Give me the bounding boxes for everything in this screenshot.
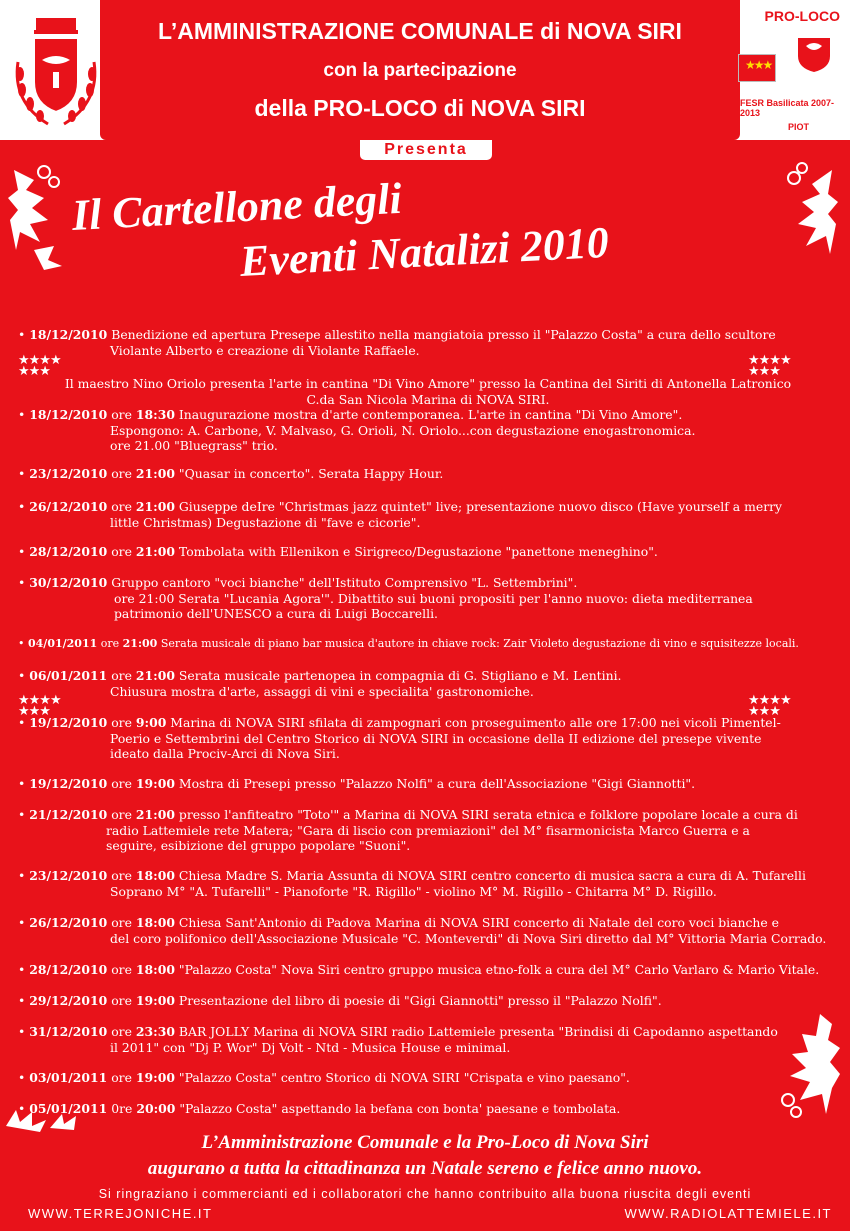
event-text: ideato dalla Prociv-Arci di Nova Siri.: [110, 746, 340, 761]
event-date: 23/12/2010: [29, 466, 108, 481]
poster-title-line2: Eventi Natalizi 2010: [238, 217, 610, 286]
event-text: Tombolata with Ellenikon e Sirigreco/Degustazione "panettone meneghino".: [178, 544, 658, 559]
event-text: Presentazione del libro di poesie di "Gigi Giannotti" presso il "Palazzo Nolfi".: [178, 993, 662, 1008]
stars-decoration-right-2: ★★★★ ★★★: [748, 692, 791, 718]
event-text: BAR JOLLY Marina di NOVA SIRI radio Lattemiele presenta "Brindisi di Capodanno aspettando: [178, 1024, 778, 1039]
event-text: Giuseppe deIre "Christmas jazz quintet" live; presentazione nuovo disco (Have yourself a merry: [178, 499, 783, 514]
event-date: 18/12/2010: [29, 327, 108, 342]
event-text: "Quasar in concerto". Serata Happy Hour.: [178, 466, 444, 481]
event-item: • 23/12/2010 ore 18:00 Chiesa Madre S. Maria Assunta di NOVA SIRI centro concerto di musica sacra a cura di A. Tufarelli Soprano M° "A. Tufarelli" - Pianoforte "R. Rigillo" - violino M° M. Rigillo - Chitarra M° D. Rigillo.: [18, 868, 838, 899]
event-text: Chiesa Sant'Antonio di Padova Marina di NOVA SIRI concerto di Natale del coro voci bianche e: [178, 915, 780, 930]
event-time: 18:00: [135, 915, 175, 930]
header-title-line3: della PRO-LOCO di NOVA SIRI: [254, 95, 586, 121]
event-time-prefix: 0re: [111, 1101, 133, 1116]
event-item: • 26/12/2010 ore 21:00 Giuseppe deIre "Christmas jazz quintet" live; presentazione nuovo disco (Have yourself a merry little Christmas) Degustazione di "fave e cicorie".: [18, 499, 838, 530]
event-time: 18:30: [135, 407, 175, 422]
event-time: 23:30: [135, 1024, 175, 1039]
event-date: 29/12/2010: [29, 993, 108, 1008]
basilicata-logo-icon: [790, 32, 838, 72]
event-text: Benedizione ed apertura Presepe allestito nella mangiatoia presso il "Palazzo Costa" a cura dello scultore: [111, 327, 776, 342]
header-title-line2: con la partecipazione: [323, 60, 517, 81]
event-date: 26/12/2010: [29, 915, 108, 930]
event-time: 9:00: [135, 715, 167, 730]
event-date: 23/12/2010: [29, 868, 108, 883]
event-text: Gruppo cantoro "voci bianche" dell'Istituto Comprensivo "L. Settembrini".: [111, 575, 578, 590]
event-text: patrimonio dell'UNESCO a cura di Luigi Boccarelli.: [114, 606, 438, 621]
event-item: • 31/12/2010 ore 23:30 BAR JOLLY Marina di NOVA SIRI radio Lattemiele presenta "Brindisi di Capodanno aspettando il 2011" con "Dj P. Wor" Dj Volt - Ntd - Musica House e minimal.: [18, 1024, 838, 1055]
footer: [0, 1130, 850, 1231]
header-band: [0, 0, 850, 140]
stars-decoration-left-2: ★★★★ ★★★: [18, 692, 61, 718]
sponsor-logos: [738, 8, 844, 136]
footer-website-right[interactable]: WWW.RADIOLATTEMIELE.IT: [624, 1206, 832, 1221]
event-text: "Palazzo Costa" aspettando la befana con bonta' paesane e tombolata.: [179, 1101, 621, 1116]
event-text: little Christmas) Degustazione di "fave e cicorie".: [110, 514, 421, 530]
event-time: 19:00: [135, 1070, 175, 1085]
event-time: 21:00: [135, 499, 175, 514]
event-text: ore 21:00 Serata "Lucania Agora'". Dibattito sui buoni propositi per l'anno nuovo: dieta mediterranea: [114, 590, 753, 606]
event-item: • 21/12/2010 ore 21:00 presso l'anfiteatro "Toto'" a Marina di NOVA SIRI serata etnica e folklore popolare locale a cura di radio Lattemiele rete Matera; "Gara di liscio con premiazioni" del M° fisarmonicista Marco Guerra e a seguire, esibizione del gruppo popolare "Suoni".: [18, 807, 838, 854]
stars-decoration-left-1: ★★★★ ★★★: [18, 352, 61, 378]
event-date: 05/01/2011: [29, 1101, 108, 1116]
event-text: seguire, esibizione del gruppo popolare "Suoni".: [106, 838, 411, 853]
event-date: 19/12/2010: [29, 715, 108, 730]
event-item: • 19/12/2010 ore 9:00 Marina di NOVA SIRI sfilata di zampognari con proseguimento alle ore 17:00 nei vicoli Pimentel- Poerio e Settembrini del Centro Storico di NOVA SIRI in occasione della II edizione del presepe vivente ideato dalla Prociv-Arci di Nova Siri.: [18, 715, 838, 762]
event-date: 31/12/2010: [29, 1024, 108, 1039]
event-date: 26/12/2010: [29, 499, 108, 514]
footer-website-left[interactable]: WWW.TERREJONICHE.IT: [28, 1206, 213, 1221]
holly-top-right-icon: [772, 160, 842, 270]
event-time: 21:00: [135, 668, 175, 683]
event-date: 03/01/2011: [29, 1070, 108, 1085]
event-date: 18/12/2010: [29, 407, 108, 422]
event-date: 06/01/2011: [29, 668, 108, 683]
presenta-tab: Presenta: [360, 140, 492, 160]
footer-thanks: Si ringraziano i commercianti ed i collaboratori che hanno contribuito alla buona riuscita degli eventi: [98, 1187, 752, 1201]
event-text: il 2011" con "Dj P. Wor" Dj Volt - Ntd - Musica House e minimal.: [110, 1039, 511, 1055]
proloco-logo-text: PRO-LOCO: [764, 8, 840, 24]
event-item: • 04/01/2011 ore 21:00 Serata musicale di piano bar musica d'autore in chiave rock: Zair Violeto degustazione di vino e squisitezze locali.: [18, 637, 799, 650]
event-item: • 18/12/2010 ore 18:30 Inaugurazione mostra d'arte contemporanea. L'arte in cantina "Di Vino Amore". Espongono: A. Carbone, V. Malvaso, G. Orioli, N. Oriolo...con degustazione enogastronomica. ore 21.00 "Bluegrass" trio.: [18, 407, 838, 454]
event-text: del coro polifonico dell'Associazione Musicale "C. Monteverdi" di Nova Siri diretto dal M° Vittoria Maria Corrado.: [110, 930, 827, 946]
event-text: Inaugurazione mostra d'arte contemporanea. L'arte in cantina "Di Vino Amore".: [178, 407, 683, 422]
event-time: 19:00: [135, 993, 175, 1008]
event-time: 20:00: [136, 1101, 176, 1116]
event-text: Espongono: A. Carbone, V. Malvaso, G. Orioli, N. Oriolo...con degustazione enogastronomica.: [110, 422, 696, 438]
event-intro-line: C.da San Nicola Marina di NOVA SIRI.: [306, 391, 550, 407]
event-date: 04/01/2011: [28, 637, 98, 650]
event-date: 30/12/2010: [29, 575, 108, 590]
event-text: "Palazzo Costa" centro Storico di NOVA SIRI "Crispata e vino paesano".: [178, 1070, 630, 1085]
header-title-line1: L’AMMINISTRAZIONE COMUNALE di NOVA SIRI: [158, 18, 682, 44]
piot-logo-text: PIOT: [788, 122, 810, 132]
event-text: Serata musicale partenopea in compagnia di G. Stigliano e M. Lentini.: [178, 668, 622, 683]
event-intro-line: Il maestro Nino Oriolo presenta l'arte in cantina "Di Vino Amore" presso la Cantina del Siriti di Antonella Latronico: [64, 376, 792, 391]
event-time: 18:00: [135, 962, 175, 977]
event-time: 21:00: [135, 807, 175, 822]
event-text: Chiusura mostra d'arte, assaggi di vini e specialita' gastronomiche.: [110, 683, 534, 699]
event-text: Violante Alberto e creazione di Violante Raffaele.: [110, 342, 420, 358]
event-date: 28/12/2010: [29, 962, 108, 977]
event-date: 21/12/2010: [29, 807, 108, 822]
event-time: 18:00: [135, 868, 175, 883]
event-time: 21:00: [122, 637, 158, 650]
event-text: Soprano M° "A. Tufarelli" - Pianoforte "R. Rigillo" - violino M° M. Rigillo - Chitarra M° D. Rigillo.: [110, 883, 717, 899]
event-text: Serata musicale di piano bar musica d'autore in chiave rock: Zair Violeto degustazione di vino e squisitezze locali.: [160, 637, 799, 650]
event-item: • 06/01/2011 ore 21:00 Serata musicale partenopea in compagnia di G. Stigliano e M. Lentini. Chiusura mostra d'arte, assaggi di vini e specialita' gastronomiche.: [18, 668, 838, 699]
event-text: "Palazzo Costa" Nova Siri centro gruppo musica etno-folk a cura del M° Carlo Varlaro & Mario Vitale.: [178, 962, 820, 977]
event-intro: [18, 376, 838, 407]
event-text: Chiesa Madre S. Maria Assunta di NOVA SIRI centro concerto di musica sacra a cura di A. Tufarelli: [178, 868, 806, 883]
event-text: Poerio e Settembrini del Centro Storico di NOVA SIRI in occasione della II edizione del presepe vivente: [110, 730, 762, 746]
event-item: • 26/12/2010 ore 18:00 Chiesa Sant'Antonio di Padova Marina di NOVA SIRI concerto di Natale del coro voci bianche e del coro polifonico dell'Associazione Musicale "C. Monteverdi" di Nova Siri diretto dal M° Vittoria Maria Corrado.: [18, 915, 838, 946]
event-date: 19/12/2010: [29, 776, 108, 791]
event-item: • 28/12/2010 ore 18:00 "Palazzo Costa" Nova Siri centro gruppo musica etno-folk a cura del M° Carlo Varlaro & Mario Vitale.: [18, 962, 820, 977]
header-title-panel: [100, 0, 740, 140]
event-text: Marina di NOVA SIRI sfilata di zampognari con proseguimento alle ore 17:00 nei vicoli Pimentel-: [170, 715, 781, 730]
event-text: ore 21.00 "Bluegrass" trio.: [110, 438, 278, 453]
municipal-crest-icon: [8, 12, 104, 130]
event-item: • 29/12/2010 ore 19:00 Presentazione del libro di poesie di "Gigi Giannotti" presso il "Palazzo Nolfi".: [18, 993, 662, 1008]
event-text: presso l'anfiteatro "Toto'" a Marina di NOVA SIRI serata etnica e folklore popolare locale a cura di: [178, 807, 798, 822]
eu-flag-icon: ★★★: [738, 54, 776, 82]
stars-decoration-right-1: ★★★★ ★★★: [748, 352, 791, 378]
event-time: 21:00: [135, 544, 175, 559]
event-text: Mostra di Presepi presso "Palazzo Nolfi" a cura dell'Associazione "Gigi Giannotti".: [178, 776, 696, 791]
event-item: • 03/01/2011 ore 19:00 "Palazzo Costa" centro Storico di NOVA SIRI "Crispata e vino paesano".: [18, 1070, 630, 1085]
footer-greeting-line1: L’Amministrazione Comunale e la Pro-Loco di Nova Siri: [201, 1132, 649, 1153]
event-item: • 18/12/2010 Benedizione ed apertura Presepe allestito nella mangiatoia presso il "Palazzo Costa" a cura dello scultore Violante Alberto e creazione di Violante Raffaele.: [18, 327, 838, 358]
event-item: • 30/12/2010 Gruppo cantoro "voci bianche" dell'Istituto Comprensivo "L. Settembrini". ore 21:00 Serata "Lucania Agora'". Dibattito sui buoni propositi per l'anno nuovo: dieta mediterranea patrimonio dell'UNESCO a cura di Luigi Boccarelli.: [18, 575, 838, 622]
event-text: radio Lattemiele rete Matera; "Gara di liscio con premiazioni" del M° fisarmonicista Marco Guerra e a: [106, 822, 750, 838]
event-time: 21:00: [135, 466, 175, 481]
event-item: • 28/12/2010 ore 21:00 Tombolata with Ellenikon e Sirigreco/Degustazione "panettone meneghino".: [18, 544, 658, 559]
holly-top-left-icon: [4, 150, 74, 280]
fesr-logo-text: FESR Basilicata 2007-2013: [740, 98, 835, 118]
poster-title-line1: Il Cartellone degli: [70, 173, 403, 240]
event-item: • 19/12/2010 ore 19:00 Mostra di Presepi presso "Palazzo Nolfi" a cura dell'Associazione "Gigi Giannotti".: [18, 776, 696, 791]
event-date: 28/12/2010: [29, 544, 108, 559]
event-item: • 05/01/2011 0re 20:00 "Palazzo Costa" aspettando la befana con bonta' paesane e tombolata.: [18, 1101, 621, 1116]
event-item: • 23/12/2010 ore 21:00 "Quasar in concerto". Serata Happy Hour.: [18, 466, 444, 481]
event-time: 19:00: [135, 776, 175, 791]
footer-greeting-line2: augurano a tutta la cittadinanza un Natale sereno e felice anno nuovo.: [147, 1158, 703, 1179]
